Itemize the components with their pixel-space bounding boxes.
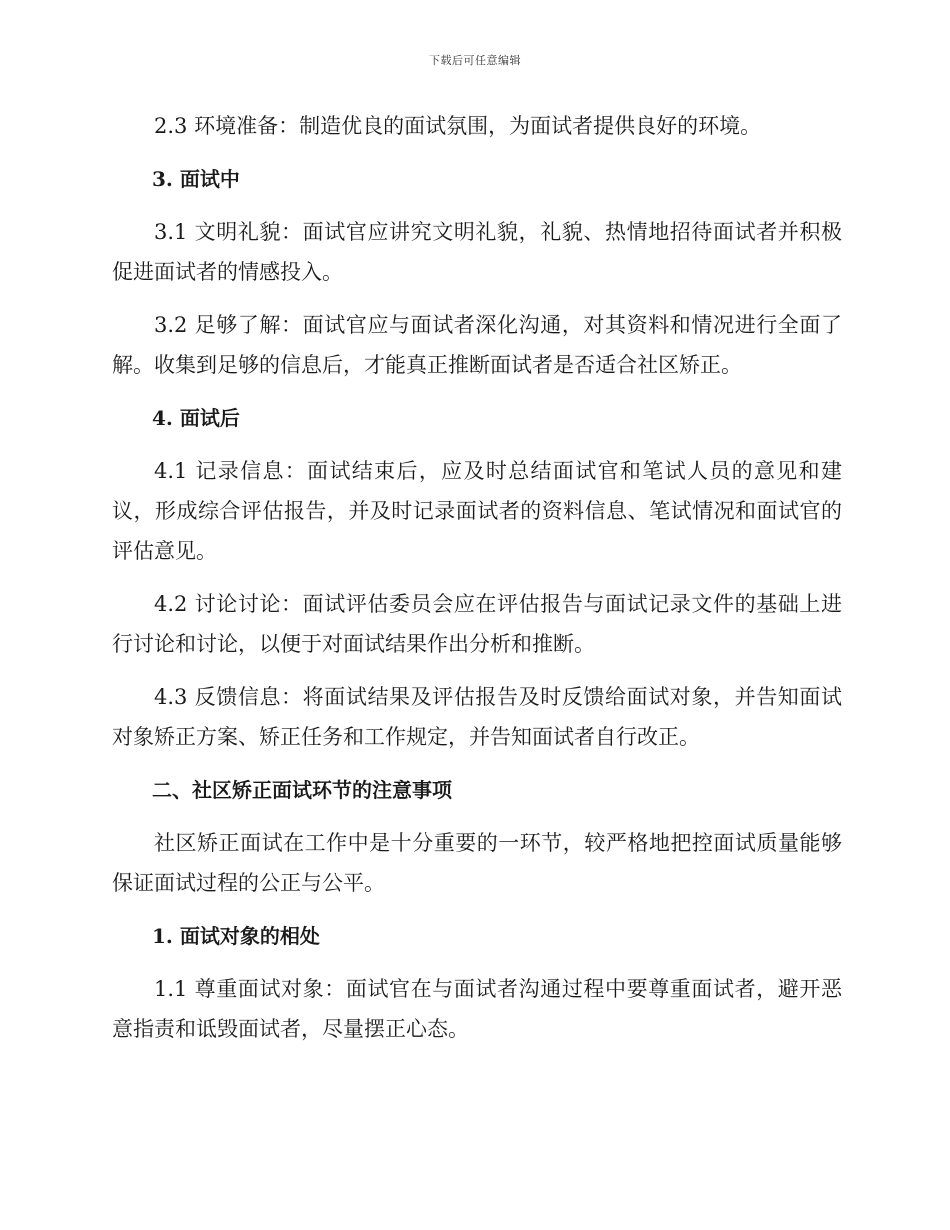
heading-section-2: 二、社区矫正面试环节的注意事项 xyxy=(152,778,452,802)
page-header: 下载后可任意编辑 xyxy=(429,54,521,67)
paragraph-intro: 社区矫正面试在工作中是十分重要的一环节，较严格地把控面试质量能够保证面试过程的公正与公平。 xyxy=(112,831,842,895)
paragraph-4-1: 4.1 记录信息：面试结束后，应及时总结面试官和笔试人员的意见和建议，形成综合评估报告，并及时记录面试者的资料信息、笔试情况和面试官的评估意见。 xyxy=(112,459,842,563)
paragraph-4-3: 4.3 反馈信息：将面试结果及评估报告及时反馈给面试对象，并告知面试对象矫正方案、矫正任务和工作规定，并告知面试者自行改正。 xyxy=(112,685,842,749)
heading-4: 4. 面试后 xyxy=(152,406,240,430)
paragraph-4-2: 4.2 讨论讨论：面试评估委员会应在评估报告与面试记录文件的基础上进行讨论和讨论，以便于对面试结果作出分析和推断。 xyxy=(112,592,842,656)
heading-3: 3. 面试中 xyxy=(152,167,240,191)
paragraph-3-1: 3.1 文明礼貌：面试官应讲究文明礼貌，礼貌、热情地招待面试者并积极促进面试者的情感投入。 xyxy=(112,220,842,284)
paragraph-1-1: 1.1 尊重面试对象：面试官在与面试者沟通过程中要尊重面试者，避开恶意指责和诋毁面试者，尽量摆正心态。 xyxy=(112,977,842,1041)
paragraph-2-3: 2.3 环境准备：制造优良的面试氛围，为面试者提供良好的环境。 xyxy=(154,114,762,138)
paragraph-3-2: 3.2 足够了解：面试官应与面试者深化沟通，对其资料和情况进行全面了解。收集到足够的信息后，才能真正推断面试者是否适合社区矫正。 xyxy=(112,313,842,377)
document-body xyxy=(112,106,842,1062)
heading-1: 1. 面试对象的相处 xyxy=(152,924,320,948)
